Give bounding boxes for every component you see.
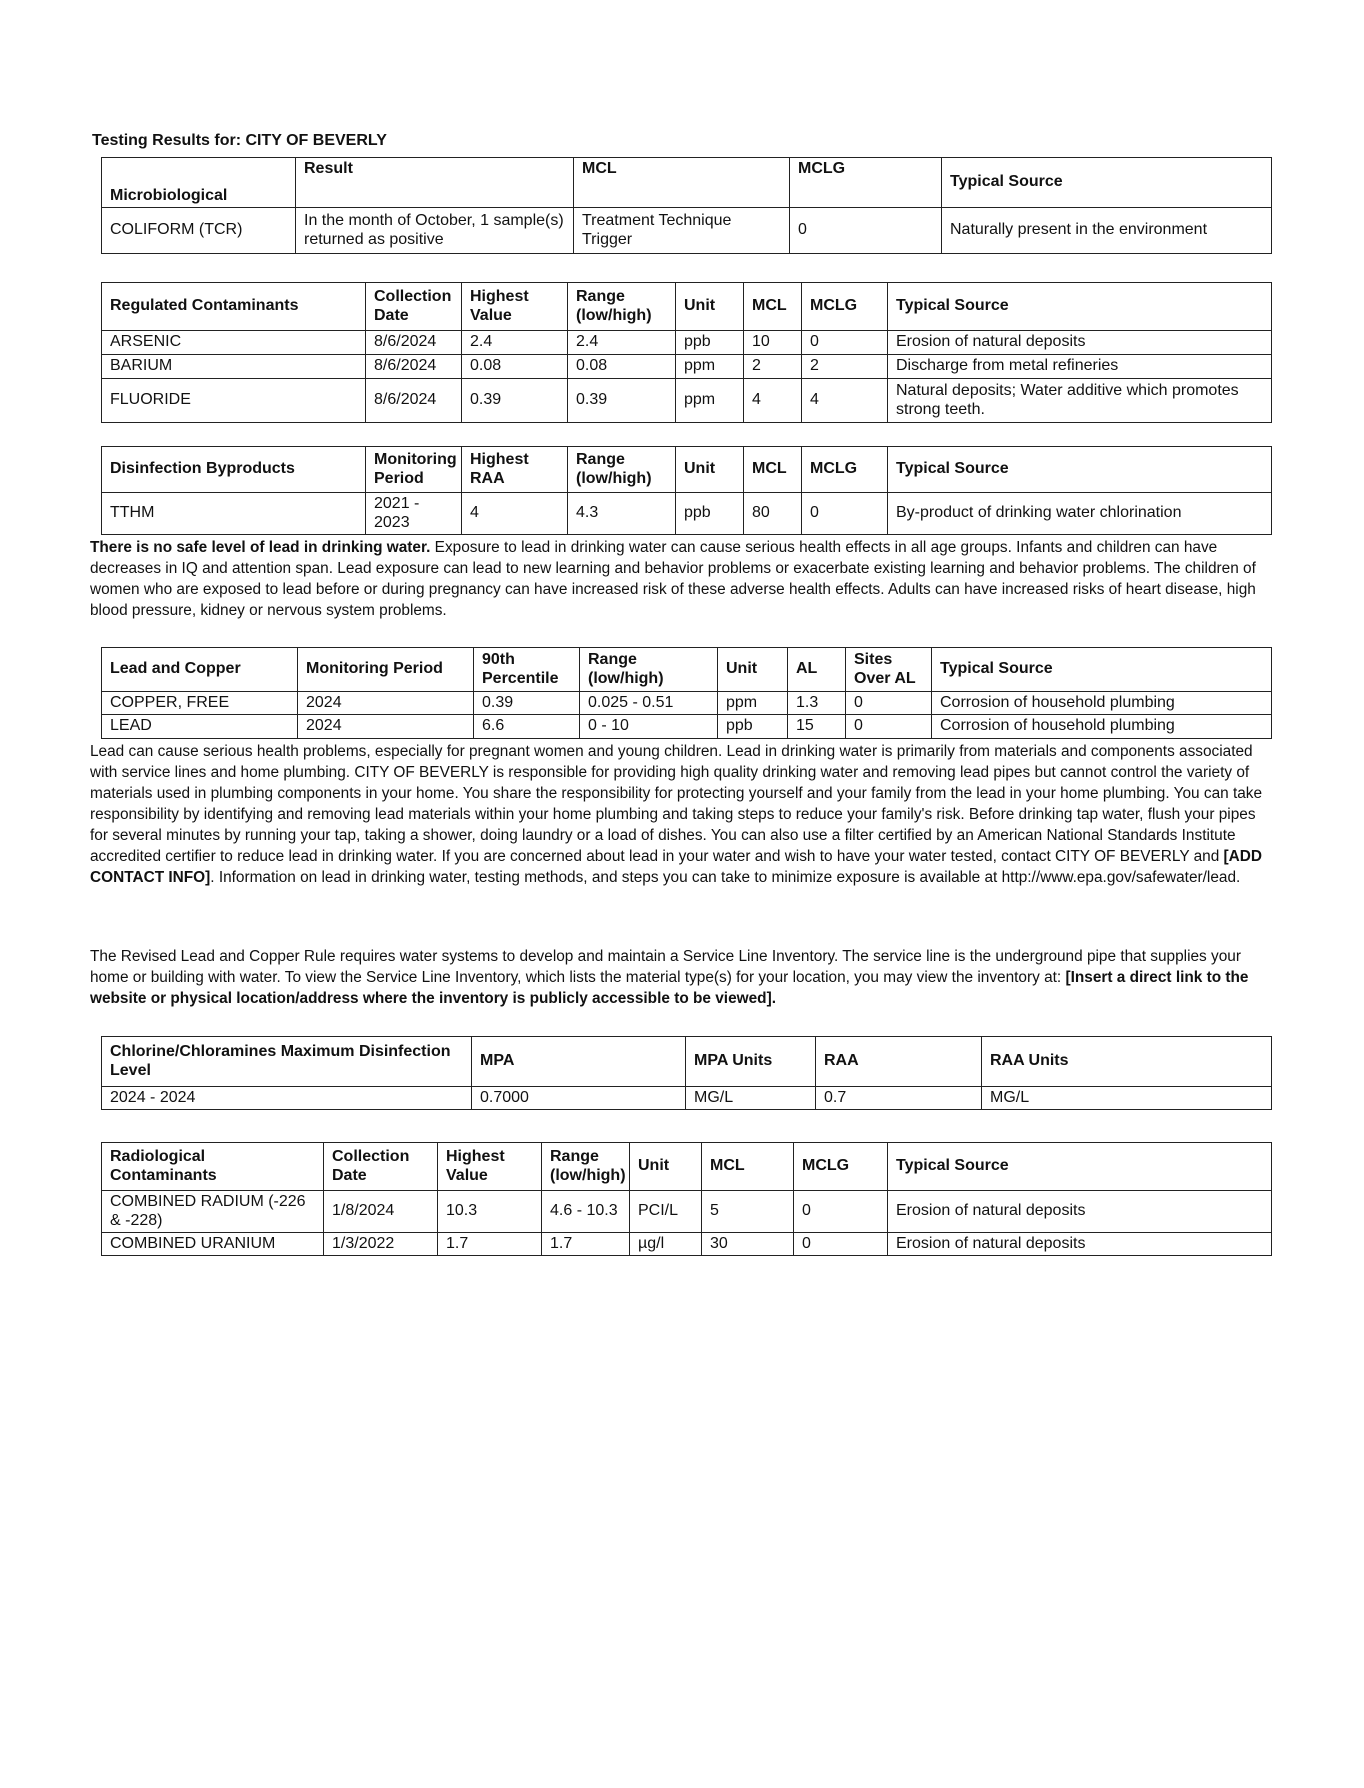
lead-copper-cell: 2024 [298, 715, 474, 738]
regulated-cell: 4 [744, 379, 802, 423]
disinfection-header: Monitoring Period [366, 447, 462, 493]
regulated-cell: ARSENIC [102, 331, 366, 355]
lead-copper-cell: 0 - 10 [580, 715, 718, 738]
radiological-cell: Erosion of natural deposits [888, 1233, 1272, 1256]
disinfection-header: Disinfection Byproducts [102, 447, 366, 493]
lead-copper-cell: 6.6 [474, 715, 580, 738]
radiological-header: Range (low/high) [542, 1143, 630, 1191]
micro-header: Typical Source [942, 158, 1272, 208]
radiological-header: Unit [630, 1143, 702, 1191]
regulated-cell: 2.4 [568, 331, 676, 355]
regulated-cell: 10 [744, 331, 802, 355]
regulated-cell: FLUORIDE [102, 379, 366, 423]
micro-cell: COLIFORM (TCR) [102, 208, 296, 254]
service-line-text: The Revised Lead and Copper Rule requires water systems to develop and maintain a Service Line Inventory. The service line is the underground pipe that supplies your home or building with water. To view the Service Line Inventory, which lists the material type(s) for your location, you may view the inventory at: [90, 948, 1241, 986]
disinfection-cell: 4 [462, 493, 568, 535]
radiological-cell: COMBINED RADIUM (-226 & -228) [102, 1191, 324, 1233]
radiological-cell: PCI/L [630, 1191, 702, 1233]
lead-copper-cell: 0 [846, 715, 932, 738]
microbiological-table [101, 157, 1272, 254]
regulated-header: MCLG [802, 283, 888, 331]
service-line-paragraph [90, 946, 1270, 1009]
radiological-cell: 5 [702, 1191, 794, 1233]
lead-copper-cell: 15 [788, 715, 846, 738]
regulated-cell: 0.08 [568, 355, 676, 379]
lead-copper-cell: Corrosion of household plumbing [932, 692, 1272, 715]
lead-copper-cell: 0.39 [474, 692, 580, 715]
disinfection-header: Typical Source [888, 447, 1272, 493]
radiological-cell: µg/l [630, 1233, 702, 1256]
radiological-cell: 1/8/2024 [324, 1191, 438, 1233]
regulated-header: Collection Date [366, 283, 462, 331]
lead-info-contact: [ADD CONTACT INFO] [90, 848, 1263, 886]
lead-copper-header: Sites Over AL [846, 648, 932, 692]
regulated-cell: 8/6/2024 [366, 355, 462, 379]
radiological-cell: 1/3/2022 [324, 1233, 438, 1256]
disinfection-cell: 0 [802, 493, 888, 535]
chlorine-header: RAA [816, 1037, 982, 1087]
radiological-cell: 0 [794, 1191, 888, 1233]
radiological-cell: 10.3 [438, 1191, 542, 1233]
chlorine-header: RAA Units [982, 1037, 1272, 1087]
lead-copper-header: Monitoring Period [298, 648, 474, 692]
disinfection-header: MCLG [802, 447, 888, 493]
regulated-cell: 0.39 [462, 379, 568, 423]
regulated-cell: 0 [802, 331, 888, 355]
service-line-bold: [Insert a direct link to the website or physical location/address where the inventory is publicly accessible to be viewed]. [90, 969, 1249, 1007]
radiological-table [101, 1142, 1272, 1256]
disinfection-cell: 4.3 [568, 493, 676, 535]
regulated-cell: BARIUM [102, 355, 366, 379]
regulated-header: Unit [676, 283, 744, 331]
micro-cell: 0 [790, 208, 942, 254]
regulated-cell: Erosion of natural deposits [888, 331, 1272, 355]
chlorine-header: Chlorine/Chloramines Maximum Disinfection Level [102, 1037, 472, 1087]
regulated-cell: Discharge from metal refineries [888, 355, 1272, 379]
regulated-cell: 2 [744, 355, 802, 379]
micro-cell: Treatment Technique Trigger [574, 208, 790, 254]
lead-copper-header: AL [788, 648, 846, 692]
lead-copper-cell: ppm [718, 692, 788, 715]
lead-copper-table [101, 647, 1272, 739]
regulated-header: MCL [744, 283, 802, 331]
chlorine-table [101, 1036, 1272, 1110]
regulated-cell: 8/6/2024 [366, 331, 462, 355]
chlorine-header: MPA Units [686, 1037, 816, 1087]
micro-header: MCL [574, 158, 790, 208]
lead-copper-cell: 0.025 - 0.51 [580, 692, 718, 715]
micro-header: Result [296, 158, 574, 208]
chlorine-cell: MG/L [686, 1087, 816, 1110]
regulated-header: Range (low/high) [568, 283, 676, 331]
lead-copper-cell: 2024 [298, 692, 474, 715]
lead-copper-header: Range (low/high) [580, 648, 718, 692]
micro-header: Microbiological [102, 158, 296, 208]
page-title: Testing Results for: CITY OF BEVERLY [92, 132, 387, 149]
micro-header: MCLG [790, 158, 942, 208]
lead-warning-text: Exposure to lead in drinking water can cause serious health effects in all age groups. Infants and children can have decreases in IQ and attention span. Lead exposure can lead to new learning and behavior problems or exacerbate existing learning and behavior problems. The children of women who are exposed to lead before or during pregnancy can have increased risk of these adverse health effects. Adults can have increased risks of heart disease, high blood pressure, kidney or nervous system problems. [90, 539, 1256, 619]
disinfection-cell: By-product of drinking water chlorination [888, 493, 1272, 535]
regulated-cell: 2.4 [462, 331, 568, 355]
radiological-cell: 1.7 [542, 1233, 630, 1256]
lead-copper-header: Lead and Copper [102, 648, 298, 692]
disinfection-cell: 80 [744, 493, 802, 535]
disinfection-byproducts-table [101, 446, 1272, 535]
regulated-cell: ppb [676, 331, 744, 355]
chlorine-cell: 2024 - 2024 [102, 1087, 472, 1110]
radiological-cell: Erosion of natural deposits [888, 1191, 1272, 1233]
regulated-cell: ppm [676, 379, 744, 423]
disinfection-header: Unit [676, 447, 744, 493]
lead-info-text-2: . Information on lead in drinking water, testing methods, and steps you can take to minimize exposure is available at http://www.epa.gov/safewater/lead. [210, 869, 1241, 886]
micro-cell: In the month of October, 1 sample(s) returned as positive [296, 208, 574, 254]
disinfection-cell: 2021 - 2023 [366, 493, 462, 535]
radiological-cell: 4.6 - 10.3 [542, 1191, 630, 1233]
chlorine-header: MPA [472, 1037, 686, 1087]
lead-warning-bold: There is no safe level of lead in drinking water. [90, 539, 431, 556]
regulated-header: Highest Value [462, 283, 568, 331]
radiological-header: MCL [702, 1143, 794, 1191]
radiological-header: Radiological Contaminants [102, 1143, 324, 1191]
regulated-cell: 0.39 [568, 379, 676, 423]
disinfection-header: Range (low/high) [568, 447, 676, 493]
disinfection-header: MCL [744, 447, 802, 493]
micro-cell: Naturally present in the environment [942, 208, 1272, 254]
chlorine-cell: 0.7 [816, 1087, 982, 1110]
radiological-cell: COMBINED URANIUM [102, 1233, 324, 1256]
disinfection-cell: ppb [676, 493, 744, 535]
regulated-cell: 0.08 [462, 355, 568, 379]
radiological-header: MCLG [794, 1143, 888, 1191]
regulated-cell: 4 [802, 379, 888, 423]
lead-copper-header: 90th Percentile [474, 648, 580, 692]
lead-copper-header: Unit [718, 648, 788, 692]
chlorine-cell: MG/L [982, 1087, 1272, 1110]
regulated-cell: 8/6/2024 [366, 379, 462, 423]
radiological-cell: 1.7 [438, 1233, 542, 1256]
regulated-contaminants-table [101, 282, 1272, 423]
lead-info-text: Lead can cause serious health problems, especially for pregnant women and young children. Lead in drinking water is primarily from materials and components associated with service lines and home plumbing. CITY OF BEVERLY is responsible for providing high quality drinking water and removing lead pipes but cannot control the variety of materials used in plumbing components in your home. You share the responsibility for protecting yourself and your family from the lead in your home plumbing. You can take responsibility by identifying and removing lead materials within your home plumbing and taking steps to reduce your family's risk. Before drinking tap water, flush your pipes for several minutes by running your tap, taking a shower, doing laundry or a load of dishes. You can also use a filter certified by an American National Standards Institute accredited certifier to reduce lead in drinking water. If you are concerned about lead in your water and wish to have your water tested, contact CITY OF BEVERLY and [90, 743, 1263, 865]
radiological-cell: 30 [702, 1233, 794, 1256]
radiological-header: Collection Date [324, 1143, 438, 1191]
regulated-cell: 2 [802, 355, 888, 379]
regulated-header: Regulated Contaminants [102, 283, 366, 331]
regulated-header: Typical Source [888, 283, 1272, 331]
lead-copper-cell: LEAD [102, 715, 298, 738]
lead-copper-cell: COPPER, FREE [102, 692, 298, 715]
lead-copper-cell: Corrosion of household plumbing [932, 715, 1272, 738]
disinfection-header: Highest RAA [462, 447, 568, 493]
radiological-header: Typical Source [888, 1143, 1272, 1191]
lead-warning-paragraph [90, 537, 1270, 621]
lead-copper-cell: 0 [846, 692, 932, 715]
lead-info-paragraph [90, 741, 1270, 888]
regulated-cell: ppm [676, 355, 744, 379]
regulated-cell: Natural deposits; Water additive which promotes strong teeth. [888, 379, 1272, 423]
disinfection-cell: TTHM [102, 493, 366, 535]
chlorine-cell: 0.7000 [472, 1087, 686, 1110]
lead-copper-cell: ppb [718, 715, 788, 738]
lead-copper-header: Typical Source [932, 648, 1272, 692]
radiological-cell: 0 [794, 1233, 888, 1256]
radiological-header: Highest Value [438, 1143, 542, 1191]
lead-copper-cell: 1.3 [788, 692, 846, 715]
